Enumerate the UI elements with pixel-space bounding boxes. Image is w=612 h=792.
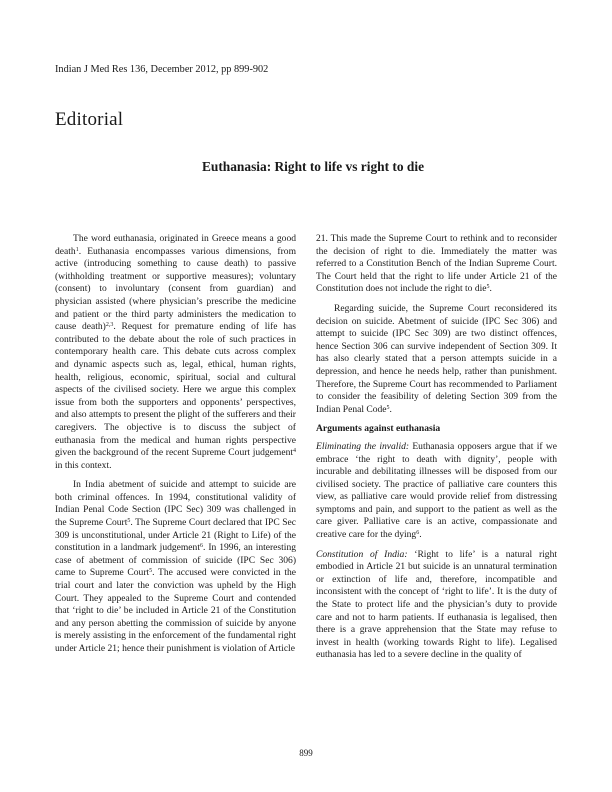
right-column — [316, 233, 557, 669]
page-number: 899 — [299, 748, 313, 758]
paragraph-intro: The word euthanasia, originated in Greece means a good death$^1$. Euthanasia encompasses various dimensions, from active (introducing something to cause death) to passive (withholding treatment or supportive measures); voluntary (consent) to involuntary (consent from guardian) and physician assisted (where physician’s prescribe the medicine and patient or the third party administers the medication to cause death)$^{2,3}$. Request for premature ending of life has contributed to the debate about the role of such practices in contemporary health care. This debate cuts across complex and dynamic aspects such as, legal, ethical, human rights, health, religious, economic, spiritual, social and cultural aspects of the civilised society. Here we argue this complex issue from both the supporters and opponents’ perspectives, and also attempts to present the plight of the sufferers and their caregivers. The objective is to discuss the subject of euthanasia from the medical and human rights perspective given the background of the recent Supreme Court judgement$^4$ in this context. — [55, 233, 297, 471]
subheading-arguments-against: Arguments against euthanasia — [316, 423, 441, 435]
paragraph-eliminating-invalid: Eliminating the invalid: Euthanasia opposers argue that if we embrace ‘the right to death with dignity’, people with incurable and debilitating illnesses will be disposed from our civilised society. The practice of palliative care counters this view, as palliative care would provide relief from distressing symptoms and pain, and support to the patient as well as the care giver. Palliative care is an active, compassionate and creative care for the dying$^6$. — [316, 440, 557, 541]
article-title: Euthanasia: Right to life vs right to die — [201, 159, 425, 174]
section-title: Editorial — [55, 109, 124, 130]
paragraph-india-law: In India abetment of suicide and attempt to suicide are both criminal offences. In 1994, constitutional validity of Indian Penal Code Section (IPC Sec) 309 was challenged in the Supreme Court$^5$. The Supreme Court declared that IPC Sec 309 is unconstitutional, under Article 21 (Right to Life) of the constitution in a landmark judgement$^6$. In 1996, an interesting case of abetment of commission of suicide (IPC Sec 306) came to Supreme Court$^5$. The accused were convicted in the trial court and later the conviction was upheld by the High Court. They appealed to the Supreme Court and contended that ‘right to die’ be included in Article 21 of the Constitution and any person abetting the commission of suicide by anyone is merely assisting in the enforcement of the fundamental right under Article 21; hence their punishment is violation of Article — [55, 479, 296, 654]
paragraph-continuation: 21. This made the Supreme Court to rethink and to reconsider the decision of right to die. Immediately the matter was referred to a Constitution Bench of the Indian Supreme Court. The Court held that the right to life under Article 21 of the Constitution does not include the right to die$^5$. — [316, 233, 557, 295]
journal-reference: Indian J Med Res 136, December 2012, pp 899-902 — [55, 64, 269, 75]
paragraph-suicide: Regarding suicide, the Supreme Court reconsidered its decision on suicide. Abetment of suicide (IPC Sec 306) and attempt to suicide (IPC Sec 309) are two distinct offences, hence Section 306 can survive independent of Section 309. It has also clearly stated that a person attempts suicide in a depression, and hence he needs help, rather than punishment. Therefore, the Supreme Court has recommended to Parliament to consider the feasibility of deleting Section 309 from the Indian Penal Code$^5$. — [316, 302, 557, 415]
paragraph-constitution: Constitution of India: ‘Right to life’ is a natural right embodied in Article 21 but suicide is an unnatural termination or extinction of life and, therefore, incompatible and inconsistent with the concept of ‘right to life’. It is the duty of the State to protect life and the physician’s duty to provide care and not to harm patients. If euthanasia is legalised, then there is a grave apprehension that the State may refuse to invest in health (working towards Right to life). Legalised euthanasia has led to a severe decline in the quality of — [316, 548, 557, 661]
left-column — [55, 233, 296, 663]
